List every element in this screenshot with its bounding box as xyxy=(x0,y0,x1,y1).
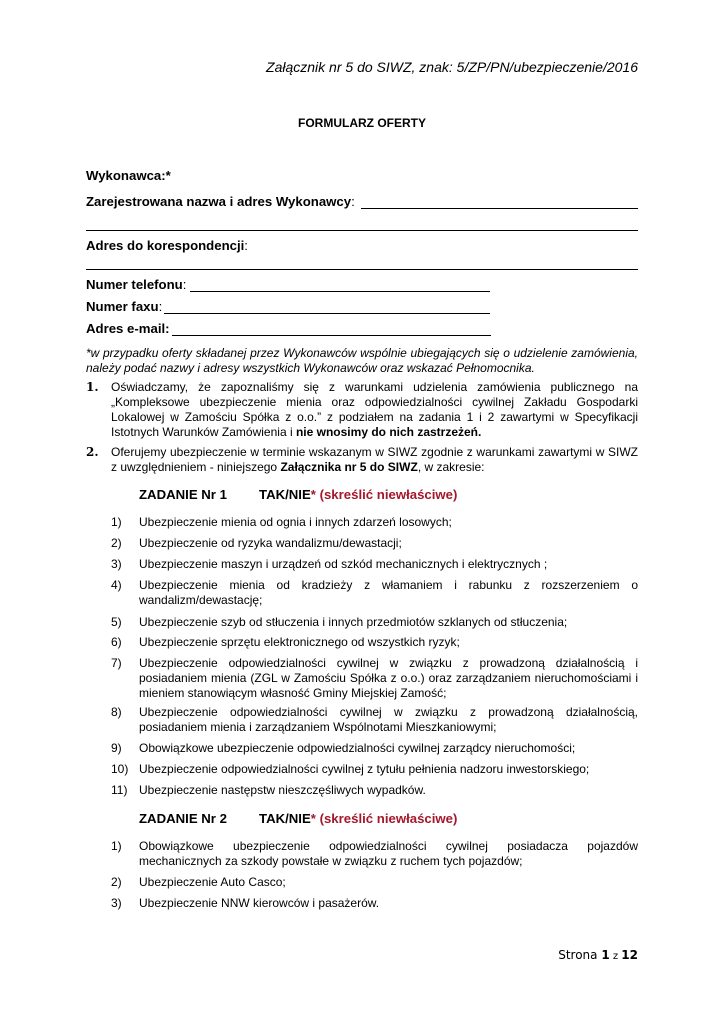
list-item-text: Ubezpieczenie NNW kierowców i pasażerów. xyxy=(139,896,380,910)
list-item-number: 7) xyxy=(111,656,122,670)
correspondence-label-text: Adres do korespondencji xyxy=(86,238,245,253)
list-item-text: Ubezpieczenie mienia od ognia i innych zdarzeń losowych; xyxy=(139,515,452,529)
list-item-number: 1) xyxy=(111,839,122,853)
task-2-label: ZADANIE Nr 2 xyxy=(139,811,227,826)
list-item-number: 6) xyxy=(111,635,122,649)
list-item-text: Ubezpieczenie szyb od stłuczenia i innych przedmiotów szklanych od stłuczenia; xyxy=(139,615,568,629)
list-item-text: Ubezpieczenie sprzętu elektronicznego od wszystkich ryzyk; xyxy=(139,635,460,649)
list-item-text: Obowiązkowe ubezpieczenie odpowiedzialności cywilnej zarządcy nieruchomości; xyxy=(139,741,576,755)
total-pages: 12 xyxy=(621,948,638,962)
point-1-text-bold: nie wnosimy do nich zastrzeżeń. xyxy=(295,425,482,439)
list-item-text: Obowiązkowe ubezpieczenie odpowiedzialności cywilnej posiadacza pojazdów mechanicznych za szkody powstałe w związku z ruchem tych pojazdów; xyxy=(139,839,638,868)
list-item-number: 11) xyxy=(111,783,128,797)
email-label: Adres e-mail: xyxy=(86,321,170,336)
task-1-label: ZADANIE Nr 1 xyxy=(139,487,227,502)
list-item-number: 5) xyxy=(111,615,122,629)
phone-label-text: Numer telefonu xyxy=(86,277,183,292)
point-number: 1. xyxy=(86,380,99,394)
registered-name-line-1[interactable] xyxy=(361,208,638,209)
list-item-text: Ubezpieczenie odpowiedzialności cywilnej w związku z prowadzoną działalnością i posiadaniem mienia (ZGL w Zamościu Spółka z o.o.) oraz zarządzaniem nieruchomościami i mieniem stanowiącym własność Gminy Miejskiej Zamość; xyxy=(139,656,638,700)
email-line[interactable] xyxy=(172,335,491,336)
list-item-number: 9) xyxy=(111,741,122,755)
list-item-text: Ubezpieczenie mienia od kradzieży z włamaniem i rabunku z rozszerzeniem o wandalizm/dewastację; xyxy=(139,578,638,607)
point-number: 2. xyxy=(86,445,99,459)
correspondence-line[interactable] xyxy=(86,269,638,270)
footer-separator: z xyxy=(609,951,622,962)
fax-label xyxy=(86,299,162,314)
form-title: FORMULARZ OFERTY xyxy=(298,116,426,130)
list-item-text: Ubezpieczenie od ryzyka wandalizmu/dewastacji; xyxy=(139,536,402,550)
point-2-text-a: Oferujemy ubezpieczenie w terminie wskazanym w SIWZ zgodnie z warunkami zawartymi w SIWZ z uwzględnieniem - niniejszego xyxy=(111,445,638,474)
attachment-reference: Załącznik nr 5 do SIWZ, znak: 5/ZP/PN/ubezpieczenie/2016 xyxy=(266,59,638,75)
point-1-text-a: Oświadczamy, że zapoznaliśmy się z warunkami udzielenia zamówienia publicznego na „Kompleksowe ubezpieczenie mienia oraz odpowiedzialności cywilnej Zakładu Gospodarki Lokalowej w Zamościu Spółka z o.o.” z podziałem na zadania 1 i 2 zawartymi w Specyfikacji Istotnych Warunków Zamówienia i xyxy=(111,380,638,439)
list-item-text: Ubezpieczenie odpowiedzialności cywilnej w związku z prowadzoną działalnością, posiadaniem mienia i zarządzaniem Wspólnotami Mieszkaniowymi; xyxy=(139,705,638,734)
phone-label xyxy=(86,277,186,292)
point-2-text-bold: Załącznika nr 5 do SIWZ xyxy=(280,460,418,474)
page-footer xyxy=(558,948,638,962)
list-item-number: 4) xyxy=(111,578,122,592)
list-item-number: 10) xyxy=(111,762,129,776)
fax-label-text: Numer faxu xyxy=(86,299,159,314)
point-2-text-c: , w zakresie: xyxy=(417,460,485,474)
colon: : xyxy=(182,277,187,292)
consortium-note: *w przypadku oferty składanej przez Wykonawców wspólnie ubiegających się o udzielenie zamówienia, należy podać nazwy i adresy wszystkich Wykonawców oraz wskazać Pełnomocnika. xyxy=(86,346,638,375)
task-1-heading xyxy=(139,487,457,502)
task-1-choice[interactable]: TAK/NIE xyxy=(259,487,311,502)
list-item-number: 3) xyxy=(111,896,122,910)
task-1-strike-note: * (skreślić niewłaściwe) xyxy=(310,487,458,502)
list-item-number: 3) xyxy=(111,557,122,571)
colon: : xyxy=(351,194,355,209)
registered-name-label xyxy=(86,194,355,209)
list-item-number: 2) xyxy=(111,875,122,889)
colon: : xyxy=(158,299,163,314)
point-2-text xyxy=(111,445,638,475)
list-item-text: Ubezpieczenie następstw nieszczęśliwych wypadków. xyxy=(139,783,426,797)
phone-line[interactable] xyxy=(190,291,490,292)
list-item-number: 2) xyxy=(111,536,122,550)
list-item-text: Ubezpieczenie maszyn i urządzeń od szkód mechanicznych i elektrycznych ; xyxy=(139,557,548,571)
registered-name-line-2[interactable] xyxy=(86,230,638,231)
registered-name-label-text: Zarejestrowana nazwa i adres Wykonawcy xyxy=(86,194,352,209)
list-item-text: Ubezpieczenie odpowiedzialności cywilnej z tytułu pełnienia nadzoru inwestorskiego; xyxy=(139,762,590,776)
fax-line[interactable] xyxy=(164,313,490,314)
current-page-number: 1 xyxy=(601,948,610,962)
footer-prefix: Strona xyxy=(558,948,602,962)
point-1-text xyxy=(111,380,638,440)
list-item-number: 8) xyxy=(111,705,122,719)
list-item-number: 1) xyxy=(111,515,122,529)
task-2-choice[interactable]: TAK/NIE xyxy=(259,811,311,826)
correspondence-label xyxy=(86,238,248,253)
list-item-text: Ubezpieczenie Auto Casco; xyxy=(139,875,286,889)
task-2-strike-note: * (skreślić niewłaściwe) xyxy=(310,811,458,826)
contractor-heading: Wykonawca:* xyxy=(86,168,171,183)
colon: : xyxy=(244,238,248,253)
task-2-heading xyxy=(139,811,457,826)
